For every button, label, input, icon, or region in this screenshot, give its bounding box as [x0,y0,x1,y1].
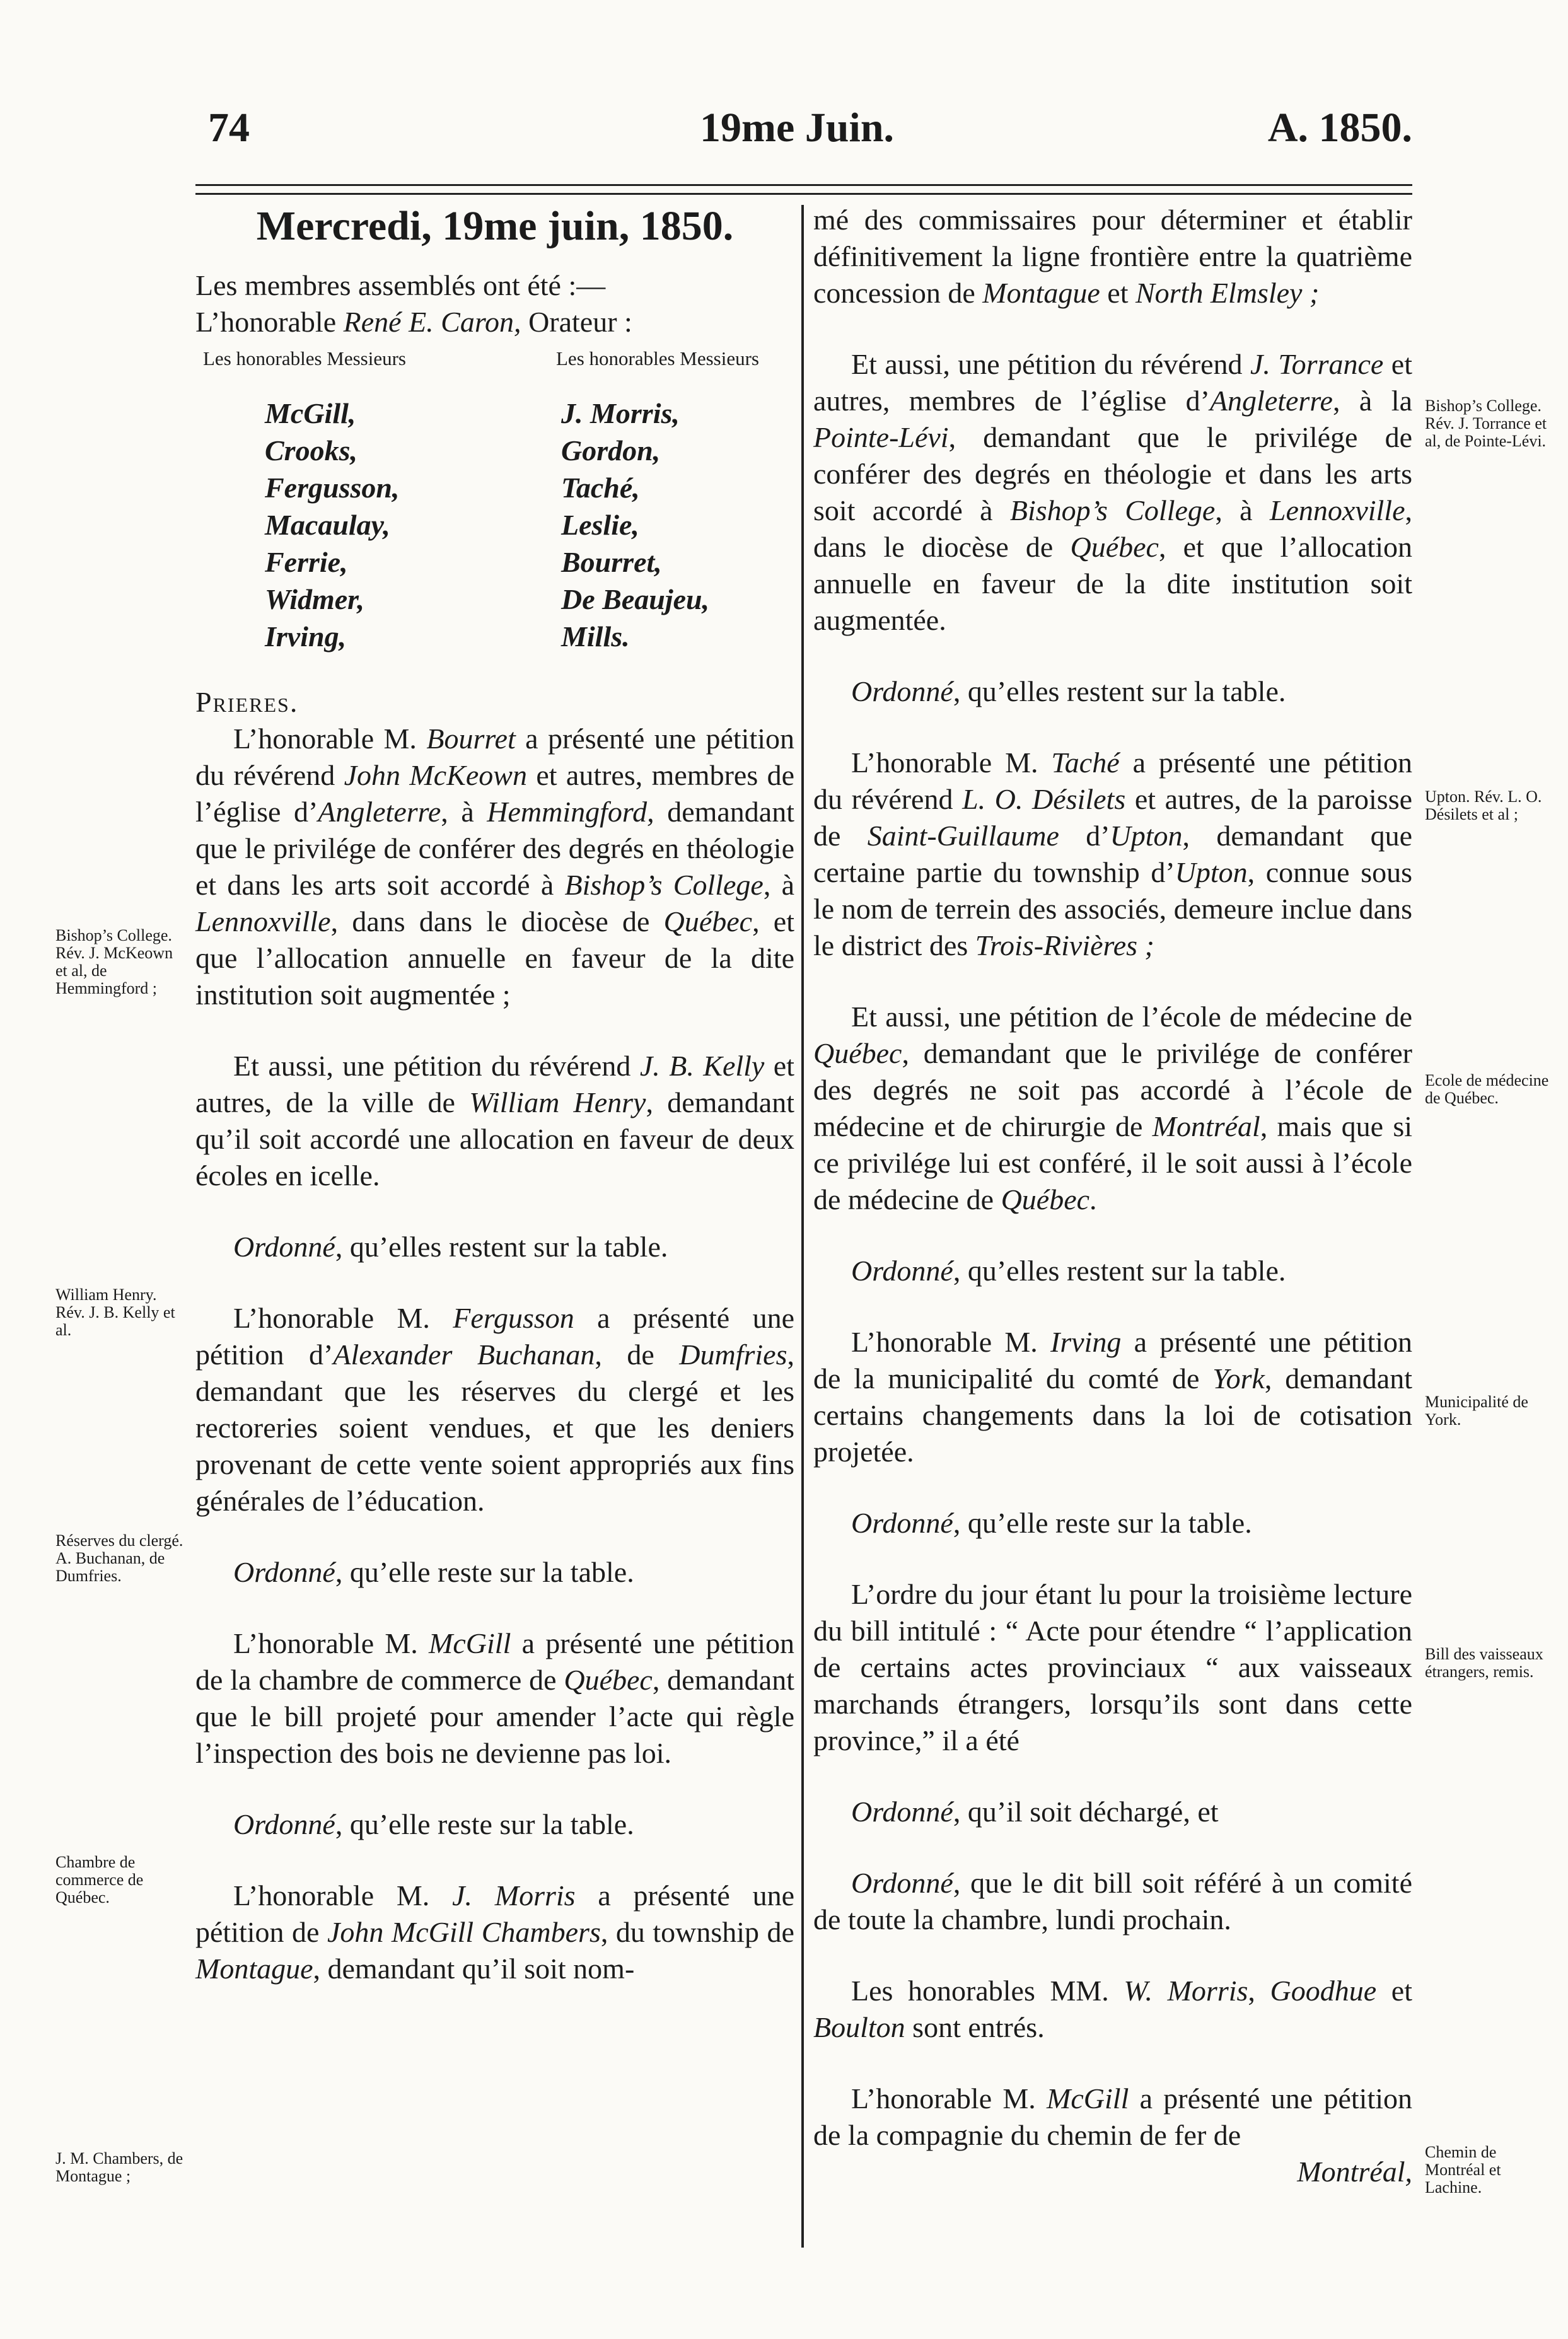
order-6: Ordonné, qu’elle reste sur la table. [851,1507,1252,1539]
members-header-1: Les honorables Messieurs [203,347,406,369]
petition-ecole-medecine: Et aussi, une pétition de l’école de médecine de Québec, demandant que le privilége de conférer des degrés ne soit pas accordé à l’école de médecine et de chirurgie de Montréal, mais que si ce privilége lui est conféré, il le soit aussi à l’école de médecine de Québec. [813,1001,1412,1216]
margin-note-right: Bill des vaisseaux étrangers, remis. [1425,1645,1543,1681]
member-name: Macaulay, [265,509,390,541]
petition-bourret: L’honorable M. Bourret a présenté une pétition du révérend John McKeown et autres, membres de l’église d’Angleterre, à Hemmingford, demandant que le privilége de conférer des degrés en théologie et dans les arts soit accordé à Bishop’s College, à Lennoxville, dans dans le diocèse de Québec, et que l’allocation annuelle en faveur de la dite institution soit augmentée ; [195,723,795,1011]
members-col-1 [265,395,561,655]
order-1: Ordonné, qu’elles restent sur la table. [233,1231,668,1263]
member-name: Gordon, [561,434,661,467]
prieres-heading: Prieres. [195,686,299,718]
member-name: Taché, [561,472,640,504]
margin-note-right: Municipalité de York. [1425,1393,1528,1429]
header-rule-top [195,184,1412,186]
order-5: Ordonné, qu’elles restent sur la table. [851,1255,1286,1287]
session-title: Mercredi, 19me juin, 1850. [256,203,734,249]
petition-morris-cont: mé des commissaires pour déterminer et établir définitivement la ligne frontière entre la quatrième concession de Montague et North Elmsley ; [813,204,1412,309]
member-name: Widmer, [265,583,365,615]
running-header [195,104,1412,161]
member-name: Mills. [561,620,630,653]
margin-note-left: William Henry. Rév. J. B. Kelly et al. [55,1286,175,1339]
member-name: Fergusson, [265,472,400,504]
margin-note-right: Ecole de médecine de Québec. [1425,1071,1549,1107]
member-name: Bourret, [561,546,662,578]
petition-torrance: Et aussi, une pétition du révérend J. Torrance et autres, membres de l’église d’Angleterre, à la Pointe-Lévi, demandant que le privilége de conférer des degrés en théologie et dans les arts soit accordé à Bishop’s College, à Lennoxville, dans le diocèse de Québec, et que l’allocation annuelle en faveur de la dite institution soit augmentée. [813,348,1412,636]
margin-note-right: Bishop’s College. Rév. J. Torrance et al, de Pointe-Lévi. [1425,397,1547,450]
order-2: Ordonné, qu’elle reste sur la table. [233,1556,634,1588]
members-line: Les membres assemblés ont été :— [195,269,606,301]
petition-irving: L’honorable M. Irving a présenté une pétition de la municipalité du comté de York, demandant certains changements dans la loi de cotisation projetée. [813,1326,1413,1468]
order-8: Ordonné, que le dit bill soit référé à un comité de toute la chambre, lundi prochain. [813,1867,1412,1936]
margin-note-left: Chambre de commerce de Québec. [55,1853,144,1907]
member-name: Ferrie, [265,546,348,578]
order-of-day: L’ordre du jour étant lu pour la troisième lecture du bill intitulé : “ Acte pour étendre “ l’application de certains actes provinciaux “ aux vaisseaux marchands étrangers, lorsqu’ils sont dans cette province,” il a été [813,1578,1412,1756]
member-name: J. Morris, [561,397,680,429]
margin-note-right: Upton. Rév. L. O. Désilets et al ; [1425,787,1542,823]
member-name: Crooks, [265,434,357,467]
header-year: A. 1850. [1267,105,1412,151]
margin-note-left: J. M. Chambers, de Montague ; [55,2149,183,2185]
order-4: Ordonné, qu’elles restent sur la table. [851,675,1286,707]
column-divider [801,205,804,2248]
order-7: Ordonné, qu’il soit déchargé, et [851,1796,1219,1828]
right-column [813,202,1412,2190]
members-col-2 [561,395,709,655]
header-date: 19me Juin. [700,105,895,151]
member-name: De Beaujeu, [561,583,710,615]
petition-mcgill-commerce: L’honorable M. McGill a présenté une pétition de la chambre de commerce de Québec, demandant que le bill projeté pour amender l’acte qui règle l’inspection des bois ne devienne pas loi. [195,1627,794,1769]
members-list [195,395,794,655]
members-column-headers [195,340,794,377]
order-3: Ordonné, qu’elle reste sur la table. [233,1808,634,1840]
page-number: 74 [208,105,250,151]
member-name: McGill, [265,397,356,429]
margin-note-left: Réserves du clergé. A. Buchanan, de Dumfries. [55,1531,183,1585]
petition-kelly: Et aussi, une pétition du révérend J. B. Kelly et autres, de la ville de William Henry, demandant qu’il soit accordé une allocation en faveur de deux écoles en icelle. [195,1050,795,1192]
petition-mcgill-chemin: L’honorable M. McGill a présenté une pétition de la compagnie du chemin de fer de [813,2082,1412,2151]
petition-morris: L’honorable M. J. Morris a présenté une pétition de John McGill Chambers, du township de Montague, demandant qu’il soit nom- [195,1879,794,1985]
margin-note-right: Chemin de Montréal et Lachine. [1425,2143,1501,2197]
petition-tache: L’honorable M. Taché a présenté une pétition du révérend L. O. Désilets et autres, de la paroisse de Saint-Guillaume d’Upton, demandant que certaine partie du township d’Upton, connue sous le nom de terrein des associés, demeure inclue dans le district des Trois-Rivières ; [813,746,1413,961]
petition-mcgill-chemin-end: Montréal, [1297,2156,1412,2188]
header-rule-bottom [195,193,1412,195]
members-entered: Les honorables MM. W. Morris, Goodhue et Boulton sont entrés. [813,1975,1412,2043]
left-column [195,202,794,1987]
margin-note-left: Bishop’s College. Rév. J. McKeown et al, de Hemmingford ; [55,926,173,997]
member-name: Irving, [265,620,347,653]
members-header-2: Les honorables Messieurs [556,347,759,369]
petition-fergusson: L’honorable M. Fergusson a présenté une pétition d’Alexander Buchanan, de Dumfries, demandant que les réserves du clergé et les rectoreries soient vendues, et que les deniers provenant de cette vente soient appropriés aux fins générales de l’éducation. [195,1302,794,1517]
speaker-line: L’honorable René E. Caron, Orateur : [195,306,632,338]
member-name: Leslie, [561,509,639,541]
